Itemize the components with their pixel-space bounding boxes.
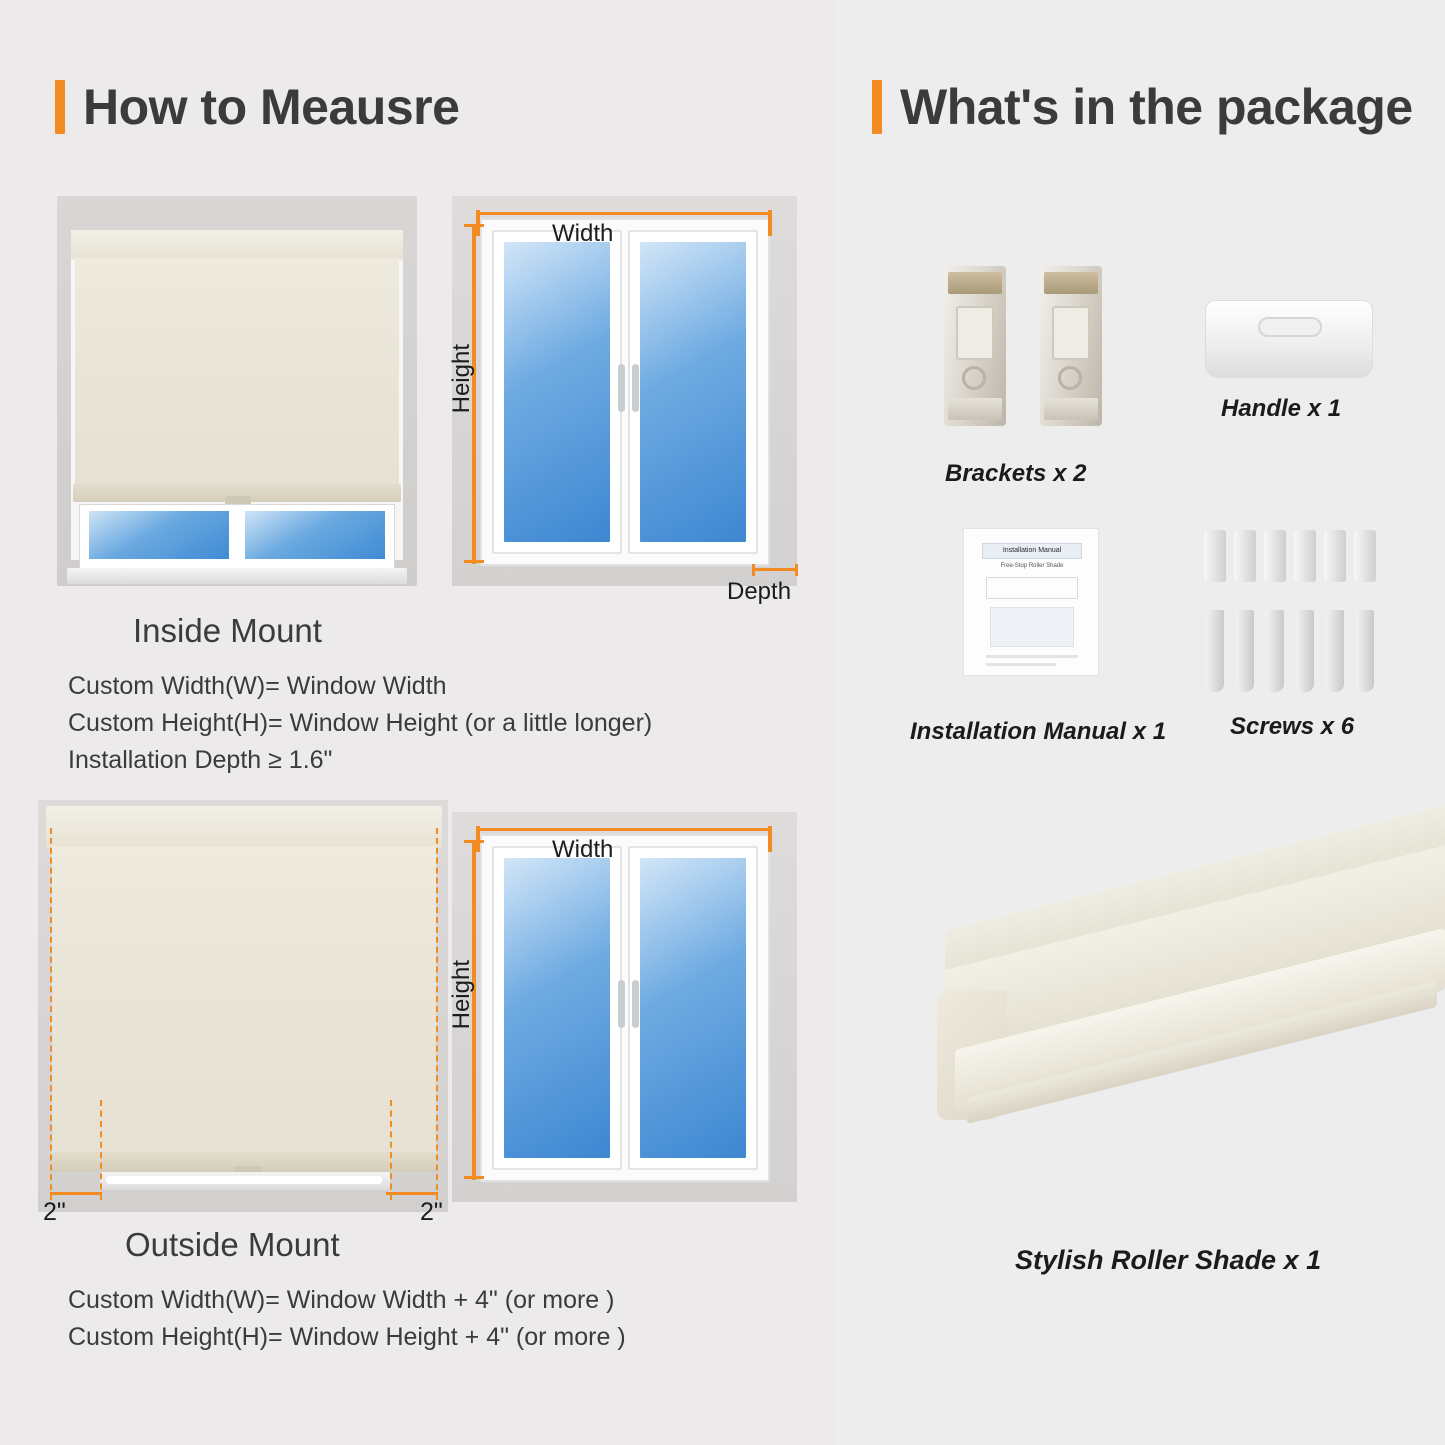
inside-mount-specs <box>68 668 652 779</box>
installation-manual-image <box>963 528 1099 676</box>
installation-manual-label: Installation Manual x 1 <box>910 718 1167 745</box>
how-to-measure-heading <box>55 78 459 136</box>
outside-spec-2: Custom Height(H)= Window Height + 4" (or more ) <box>68 1323 626 1351</box>
outside-width-label: Width <box>552 836 614 863</box>
accent-bar-2 <box>872 80 882 134</box>
manual-cover-sub: Free-Stop Roller Shade <box>1000 563 1064 569</box>
outside-mount-measure-window <box>448 812 797 1212</box>
roller-shade-label: Stylish Roller Shade x 1 <box>1015 1245 1322 1275</box>
roller-shade-image <box>915 860 1445 1260</box>
brackets-image <box>940 258 1120 443</box>
outside-spec-1: Custom Width(W)= Window Width + 4" (or more ) <box>68 1286 615 1314</box>
outside-overhang-right-label: 2" <box>420 1198 443 1226</box>
inside-mount-title: Inside Mount <box>133 612 322 649</box>
inside-spec-3: Installation Depth ≥ 1.6" <box>68 746 333 774</box>
inside-spec-2: Custom Height(H)= Window Height (or a little longer) <box>68 709 653 737</box>
inside-width-label: Width <box>552 220 614 247</box>
screws-image <box>1200 520 1400 690</box>
handle-image <box>1205 300 1373 378</box>
how-to-measure-title: How to Meausre <box>83 79 460 135</box>
inside-mount-shade-illustration <box>57 196 417 586</box>
package-title: What's in the package <box>900 79 1413 135</box>
manual-cover-title: Installation Manual <box>1002 547 1062 554</box>
screws-label: Screws x 6 <box>1230 713 1355 740</box>
outside-height-label: Height <box>448 960 475 1030</box>
outside-mount-title: Outside Mount <box>125 1226 340 1263</box>
outside-overhang-left-label: 2" <box>43 1198 66 1226</box>
inside-mount-measure-window <box>448 196 797 605</box>
handle-label: Handle x 1 <box>1221 395 1342 422</box>
inside-depth-label: Depth <box>727 578 792 605</box>
inside-spec-1: Custom Width(W)= Window Width <box>68 672 447 700</box>
outside-mount-specs <box>68 1282 626 1356</box>
package-heading <box>872 78 1413 136</box>
package-contents-panel <box>835 0 1445 1445</box>
brackets-label: Brackets x 2 <box>945 460 1087 487</box>
outside-mount-shade-illustration <box>38 800 448 1212</box>
inside-height-label: Height <box>448 344 475 414</box>
accent-bar <box>55 80 65 134</box>
